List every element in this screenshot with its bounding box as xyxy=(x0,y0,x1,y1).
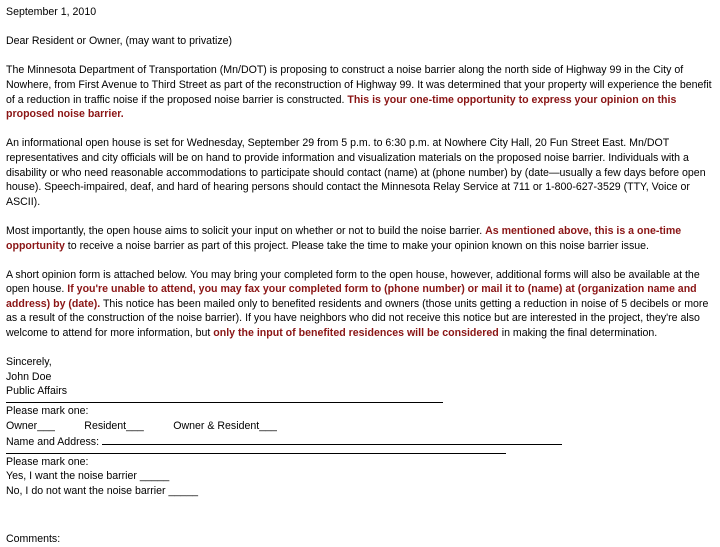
letter-salutation: Dear Resident or Owner, (may want to privatize) xyxy=(6,35,233,48)
spacer-after-paragraph-2 xyxy=(6,209,714,224)
spacer-after-paragraph-3 xyxy=(6,253,714,268)
form1-name-address-label: Name and Address: xyxy=(6,436,100,449)
signature-title: Public Affairs xyxy=(6,385,68,398)
form-divider-2 xyxy=(6,453,506,454)
form2-clipped-next-line: Comments: xyxy=(6,533,61,546)
paragraph-1-text-1: The Minnesota Department of Transportation (Mn/DOT) is proposing to construct a noise barrier along the north side of Highway 99 in the City of Nowhere, from First Avenue to Third Street as part of the reconstruction of Highway 99. It was determined that your property will experience the benefit of a reduction in traffic noise if the proposed noise barrier is constructed. xyxy=(6,64,712,106)
form1-name-address-input-line[interactable] xyxy=(102,433,562,445)
spacer-after-date xyxy=(6,20,714,35)
paragraph-3-text-1: Most importantly, the open house aims to solicit your input on whether or not to build the noise barrier. xyxy=(6,224,486,237)
form-divider-1 xyxy=(6,402,443,403)
paragraph-4-highlight-2: only the input of benefited residences will be considered xyxy=(213,327,499,340)
form1-name-address-row[interactable] xyxy=(6,433,714,450)
paragraph-4-text-3: in making the final determination. xyxy=(498,327,658,340)
spacer-after-paragraph-1 xyxy=(6,122,714,137)
paragraph-3 xyxy=(6,224,714,253)
paragraph-1 xyxy=(6,63,714,121)
spacer-after-salutation xyxy=(6,49,714,64)
form2-option-yes[interactable]: Yes, I want the noise barrier _____ xyxy=(6,470,170,483)
paragraph-2-text-1: An informational open house is set for Wednesday, September 29 from 5 p.m. to 6:30 p.m. at Nowhere City Hall, 20 Fun Street East. Mn/DOT representatives and city officials will be on hand to provide information and visualization materials on the proposed noise barrier. Individuals with a disability or who need reasonable accommodations to participate should contact (name) at (phone number) by (date—usually a few days before open house). Speech-impaired, deaf, and hard of hearing persons should contact the Minnesota Relay Service at 711 or 1-800-627-3529 (TTY, Voice or ASCII). xyxy=(6,137,706,208)
signature-closing: Sincerely, xyxy=(6,356,52,369)
paragraph-4-text-1: A short opinion form is attached below. You may bring your completed form to the open house, however, additional forms will also be available at the open house. xyxy=(6,268,700,296)
paragraph-4-text-2: This notice has been mailed only to benefited residents and owners (those units getting a reduction in noise of 5 decibels or more as a result of the construction of the noise barrier). If you have neighbors who did not receive this notice but are interested in the project, they're also welcome to attend for more information, but xyxy=(6,297,709,340)
paragraph-3-highlight-1: As mentioned above, this is a one-time opportunity xyxy=(6,224,682,252)
letter-date: September 1, 2010 xyxy=(6,6,97,18)
paragraph-3-text-2: to receive a noise barrier as part of this project. Please take the time to make your opinion known on this noise barrier issue. xyxy=(64,239,649,252)
signature-name: John Doe xyxy=(6,370,52,383)
paragraph-4-highlight-1: If you're unable to attend, you may fax your completed form to (phone number) or mail it to (name) at (organization name and address) by (date). xyxy=(6,283,697,310)
paragraph-4 xyxy=(6,268,714,341)
form2-instruction: Please mark one: xyxy=(6,455,89,468)
paragraph-1-highlight-1: This is your one-time opportunity to express your opinion on this proposed noise barrier. xyxy=(6,93,677,121)
spacer-after-paragraph-4 xyxy=(6,341,714,356)
form2-option-no[interactable]: No, I do not want the noise barrier _____ xyxy=(6,485,198,497)
form1-instruction: Please mark one: xyxy=(6,405,89,418)
paragraph-2 xyxy=(6,136,714,209)
form1-mark-row[interactable]: Owner___ Resident___ Owner & Resident___ xyxy=(6,419,277,432)
